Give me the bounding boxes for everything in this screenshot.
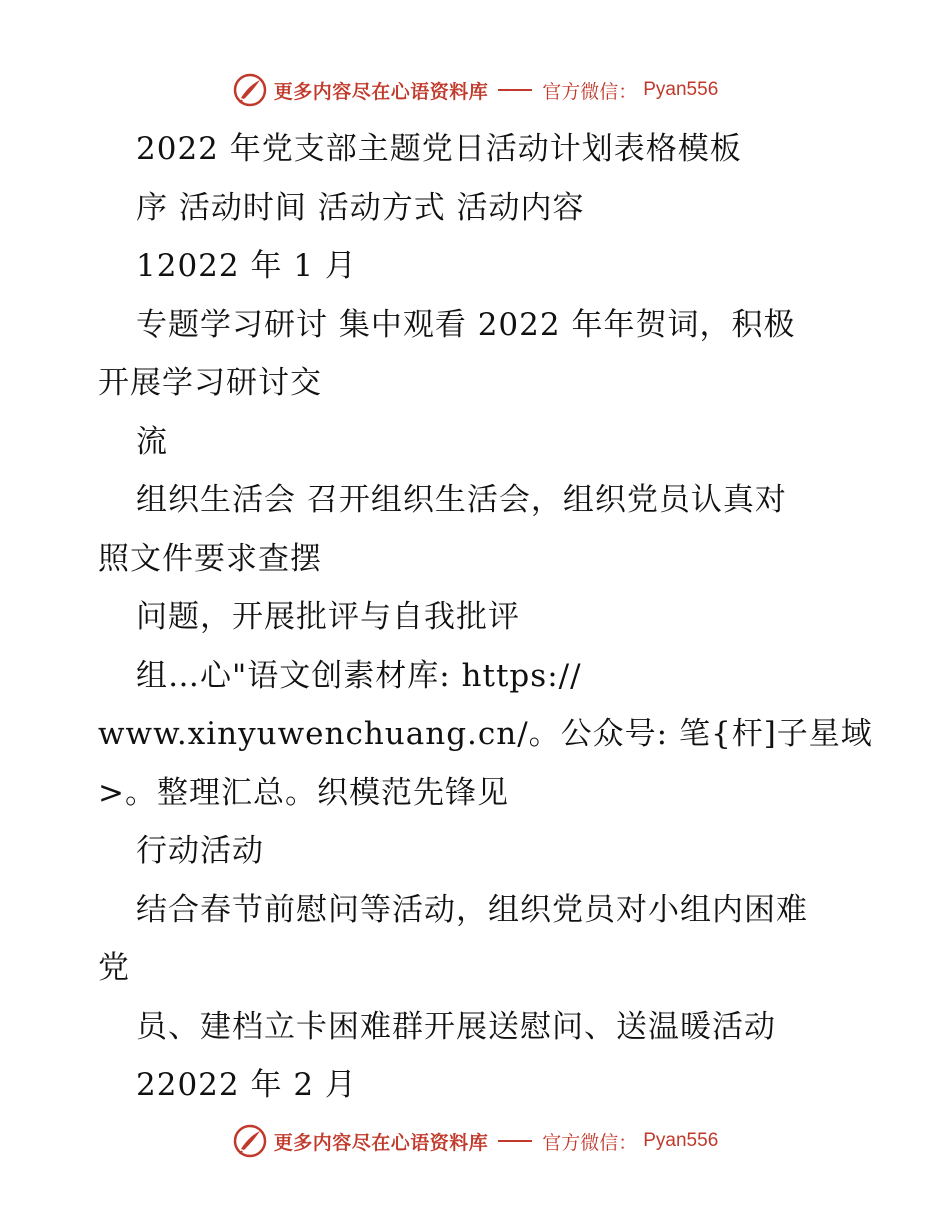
banner-wechat-label: 官方微信： xyxy=(542,80,638,103)
text-line: 流 xyxy=(136,423,168,460)
text-line: 问题，开展批评与自我批评 xyxy=(136,599,520,635)
banner-wechat-id: Pyan556 xyxy=(643,79,719,100)
text-line: >。整理汇总。织模范先锋见 xyxy=(98,774,509,811)
banner-wechat-label: 官方微信： xyxy=(542,1131,638,1154)
text-line: 员、建档立卡困难群开展送慰问、送温暖活动 xyxy=(136,1008,776,1045)
footer-watermark-banner xyxy=(0,1121,950,1161)
quill-pen-icon xyxy=(232,72,268,108)
document-title: 2022 年党支部主题党日活动计划表格模板 xyxy=(136,131,742,167)
banner-divider xyxy=(498,1140,532,1142)
header-watermark-banner xyxy=(0,70,950,110)
text-line: 专题学习研讨 集中观看 2022 年年贺词，积极 xyxy=(136,306,796,343)
text-line: 行动活动 xyxy=(136,833,264,869)
text-line: 组织生活会 召开组织生活会，组织党员认真对 xyxy=(136,482,787,518)
banner-divider xyxy=(498,89,532,91)
text-line: 开展学习研讨交 xyxy=(98,365,322,401)
quill-pen-icon xyxy=(232,1123,268,1159)
banner-site-text: 更多内容尽在心语资料库 xyxy=(273,1131,489,1154)
table-header-line: 序 活动时间 活动方式 活动内容 xyxy=(136,189,585,226)
text-line: 党 xyxy=(98,950,130,986)
text-line: 12022 年 1 月 xyxy=(136,248,357,284)
text-line: www.xinyuwenchuang.cn/。公众号: 笔{杆]子星域 xyxy=(98,716,873,752)
document-body xyxy=(98,120,873,1115)
text-line: 22022 年 2 月 xyxy=(136,1067,357,1103)
text-line: 照文件要求查摆 xyxy=(98,540,322,577)
banner-wechat-id: Pyan556 xyxy=(643,1130,719,1151)
banner-site-text: 更多内容尽在心语资料库 xyxy=(273,80,489,103)
text-line: 结合春节前慰问等活动，组织党员对小组内困难 xyxy=(136,891,808,928)
text-line: 组…心"语文创素材库: https:// xyxy=(136,657,582,694)
